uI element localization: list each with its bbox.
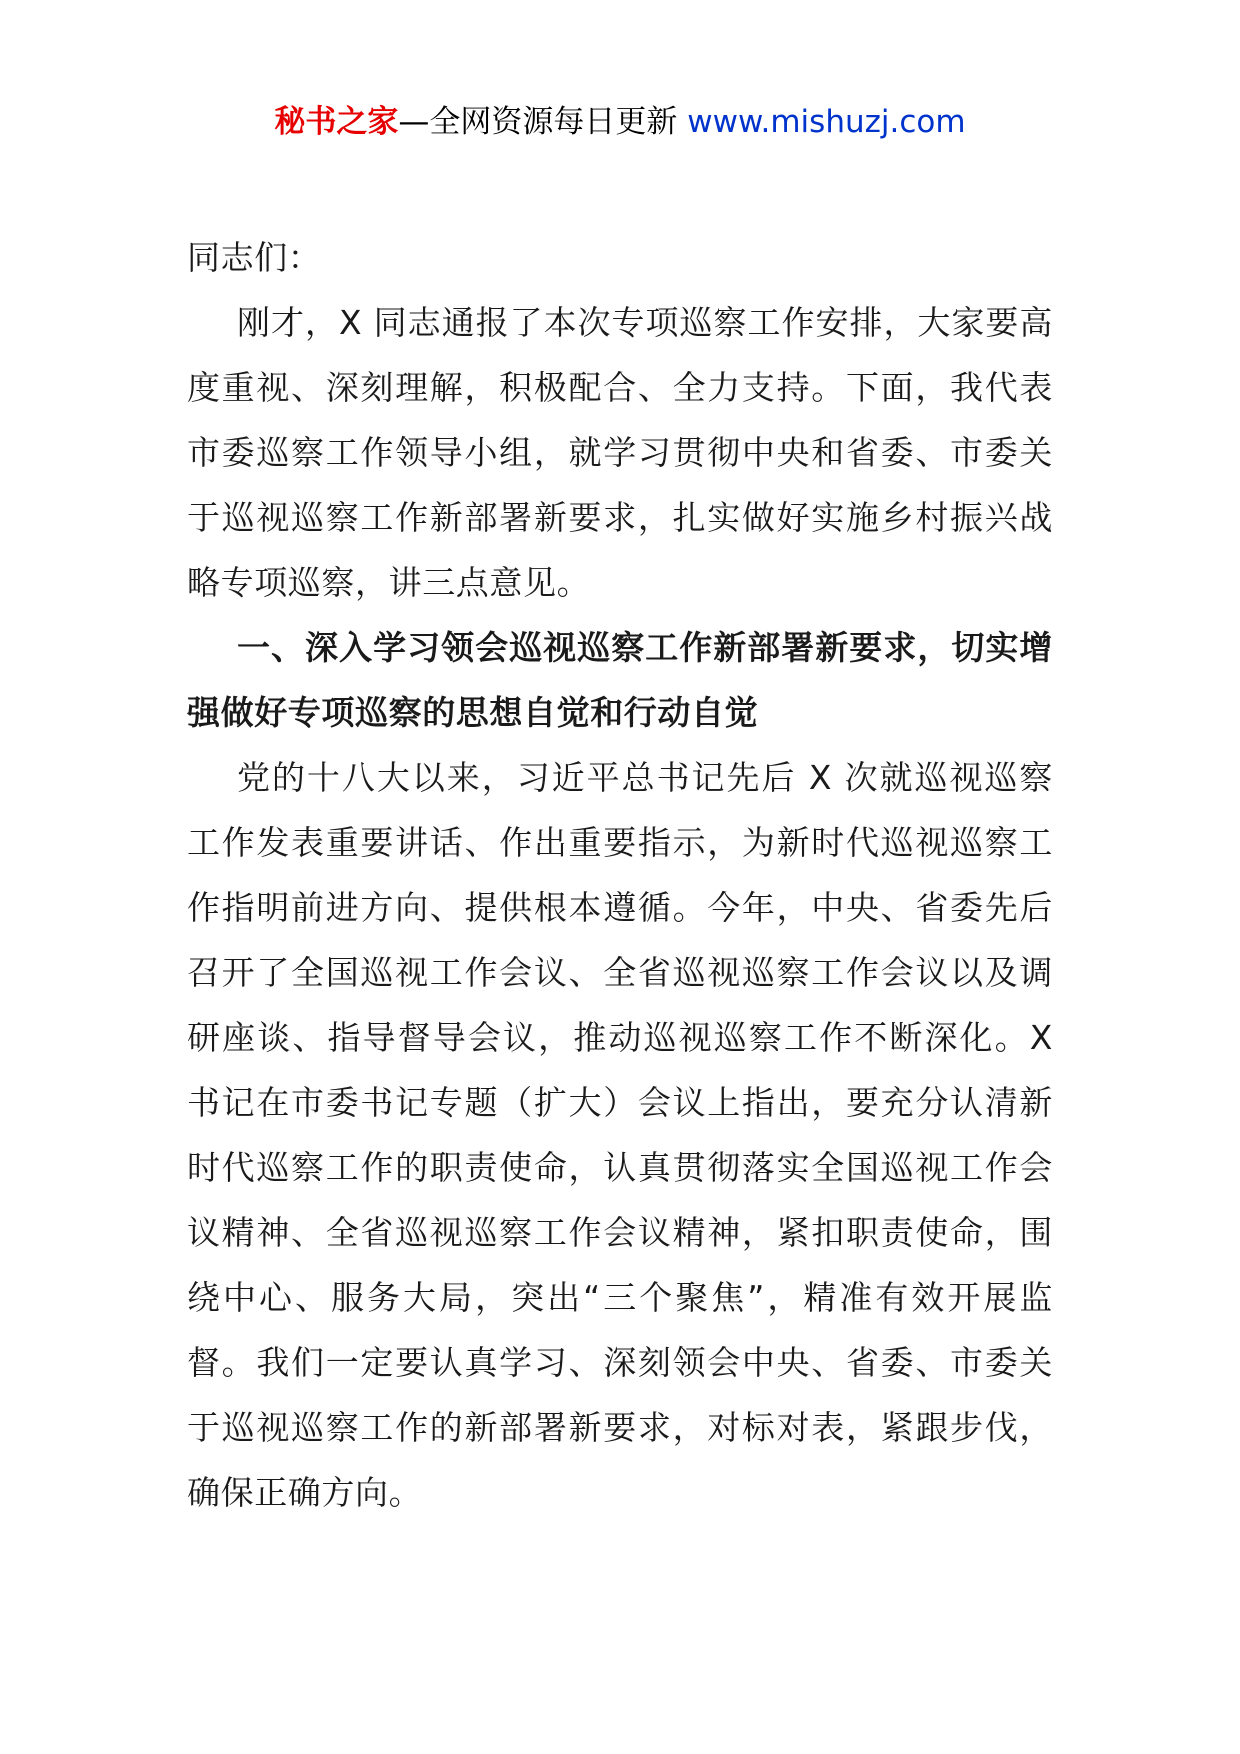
header-slogan: —全网资源每日更新: [398, 104, 688, 140]
paragraph: 刚才，X 同志通报了本次专项巡察工作安排，大家要高度重视、深刻理解，积极配合、全力支持。下面，我代表市委巡察工作领导小组，就学习贯彻中央和省委、市委关于巡视巡察工作新部署新要求，扎实做好实施乡村振兴战略专项巡察，讲三点意见。: [187, 303, 1053, 602]
watermark-header: [0, 100, 1240, 144]
section-heading: 一、深入学习领会巡视巡察工作新部署新要求，切实增强做好专项巡察的思想自觉和行动自觉: [187, 628, 1053, 732]
website-link[interactable]: www.mishuzj.com: [687, 104, 966, 140]
paragraph: 党的十八大以来，习近平总书记先后 X 次就巡视巡察工作发表重要讲话、作出重要指示，为新时代巡视巡察工作指明前进方向、提供根本遵循。今年，中央、省委先后召开了全国巡视工作会议、全省巡视巡察工作会议以及调研座谈、指导督导会议，推动巡视巡察工作不断深化。X 书记在市委书记专题（扩大）会议上指出，要充分认清新时代巡察工作的职责使命，认真贯彻落实全国巡视工作会议精神、全省巡视巡察工作会议精神，紧扣职责使命，围绕中心、服务大局，突出“三个聚焦”，精准有效开展监督。我们一定要认真学习、深刻领会中央、省委、市委关于巡视巡察工作的新部署新要求，对标对表，紧跟步伐，确保正确方向。: [187, 758, 1053, 1512]
salutation: 同志们：: [187, 238, 322, 277]
document-body: [187, 225, 1053, 1525]
brand-name: 秘书之家: [274, 104, 399, 140]
